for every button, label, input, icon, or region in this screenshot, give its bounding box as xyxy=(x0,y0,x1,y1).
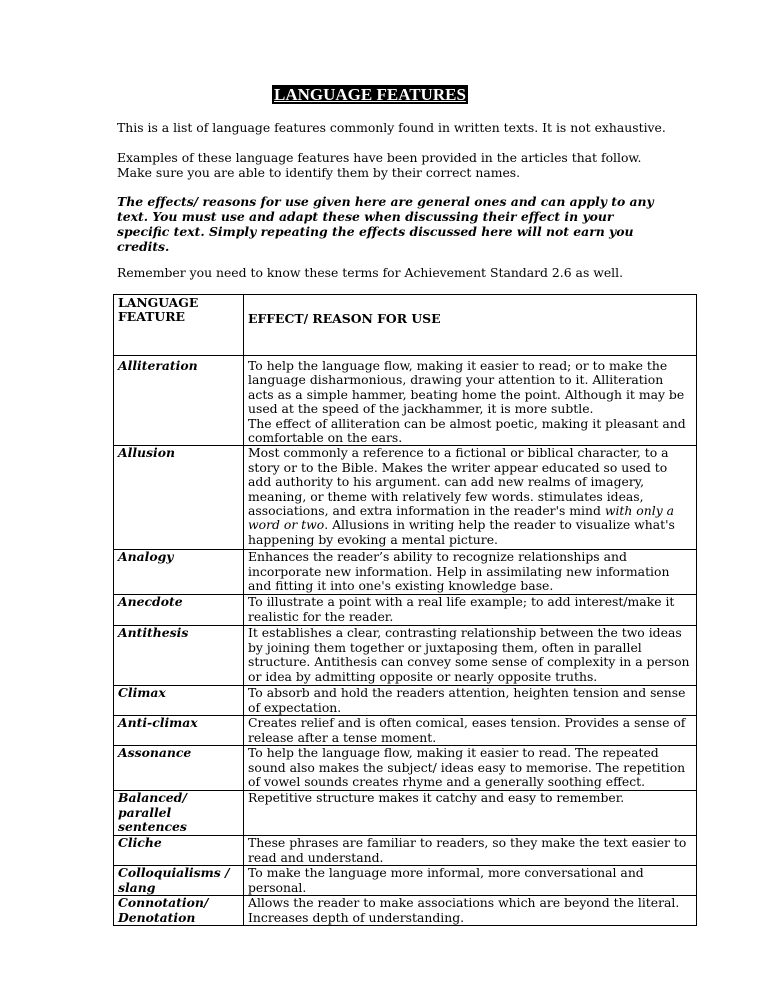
warning-text: The effects/ reasons for use given here are general ones and can apply to any text. You must use and adapt these when discussing their effect in your specific text. Simply repeating the effects discussed here will not earn you credits. xyxy=(117,194,654,254)
effect-cell: To illustrate a point with a real life example; to add interest/make it realistic for the reader. xyxy=(244,595,697,626)
term-cell: Colloquialisms / slang xyxy=(114,866,244,896)
table-row xyxy=(114,446,697,550)
header-effect: EFFECT/ REASON FOR USE xyxy=(244,295,697,356)
effect-text: Most commonly a reference to a fictional or biblical character, to a story or to the Bible. Makes the writer appear educated so used to add authority to his argument. can add new realms of imagery, meaning, or theme with relatively few words. stimulates ideas, associations, and extra information in the reader's mind xyxy=(248,445,669,519)
effect-cell: To make the language more informal, more conversational and personal. xyxy=(244,866,697,896)
table-row xyxy=(114,716,697,746)
table-row xyxy=(114,836,697,866)
intro-text: This is a list of language features commonly found in written texts. It is not exhaustive. xyxy=(117,120,666,135)
term-cell: Alliteration xyxy=(114,356,244,446)
effect-cell: Enhances the reader’s ability to recognize relationships and incorporate new information. Help in assimilating new information and fitting it into one's existing knowledge base. xyxy=(244,550,697,595)
table-row xyxy=(114,896,697,926)
term-cell: Anecdote xyxy=(114,595,244,626)
table-header-row xyxy=(114,295,697,356)
effect-cell xyxy=(244,356,697,446)
effect-italic-text: with only a word or two xyxy=(248,503,675,533)
effect-cell: Creates relief and is often comical, eases tension. Provides a sense of release after a tense moment. xyxy=(244,716,697,746)
term-cell: Analogy xyxy=(114,550,244,595)
table-row xyxy=(114,626,697,686)
term-cell: Climax xyxy=(114,686,244,716)
effect-cell: These phrases are familiar to readers, so they make the text easier to read and understand. xyxy=(244,836,697,866)
effect-cell: To absorb and hold the readers attention, heighten tension and sense of expectation. xyxy=(244,686,697,716)
effect-cell: Repetitive structure makes it catchy and easy to remember. xyxy=(244,791,697,836)
term-cell: Antithesis xyxy=(114,626,244,686)
table-row xyxy=(114,746,697,791)
effect-cell: It establishes a clear, contrasting relationship between the two ideas by joining them together or juxtaposing them, often in parallel structure. Antithesis can convey some sense of complexity in a person or idea by admitting opposite or nearly opposite truths. xyxy=(244,626,697,686)
term-cell: Allusion xyxy=(114,446,244,550)
page-title: LANGUAGE FEATURES xyxy=(274,85,466,104)
header-feature: LANGUAGE FEATURE xyxy=(114,295,244,356)
effect-cell: To help the language flow, making it easier to read. The repeated sound also makes the subject/ ideas easy to memorise. The repetition of vowel sounds creates rhyme and a generally soothing effect. xyxy=(244,746,697,791)
term-cell: Assonance xyxy=(114,746,244,791)
language-features-table xyxy=(113,294,697,926)
term-cell: Connotation/ Denotation xyxy=(114,896,244,926)
examples-note: Examples of these language features have been provided in the articles that follow. Make sure you are able to identify them by their correct names. xyxy=(117,150,642,180)
table-row xyxy=(114,356,697,446)
effect-tail-text: . Allusions in writing help the reader to visualize what's happening by evoking a mental picture. xyxy=(248,517,675,547)
effect-text-2: The effect of alliteration can be almost poetic, making it pleasant and comfortable on the ears. xyxy=(248,415,686,446)
table-row xyxy=(114,550,697,595)
term-cell: Balanced/ parallel sentences xyxy=(114,791,244,836)
term-cell: Anti-climax xyxy=(114,716,244,746)
term-cell: Cliche xyxy=(114,836,244,866)
table-row xyxy=(114,866,697,896)
table-row xyxy=(114,791,697,836)
effect-cell xyxy=(244,446,697,550)
effect-cell: Allows the reader to make associations which are beyond the literal. Increases depth of understanding. xyxy=(244,896,697,926)
table-row xyxy=(114,595,697,626)
table-row xyxy=(114,686,697,716)
effect-text: To help the language flow, making it easier to read; or to make the language disharmonious, drawing your attention to it. Alliteration acts as a simple hammer, beating home the point. Although it may be used at the speed of the jackhammer, it is more subtle. xyxy=(248,358,685,417)
reminder-text: Remember you need to know these terms for Achievement Standard 2.6 as well. xyxy=(117,265,624,280)
